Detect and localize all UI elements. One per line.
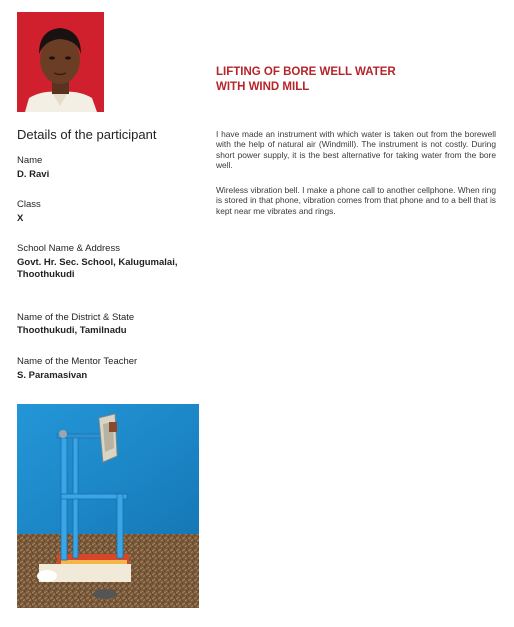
name-label: Name <box>17 155 43 166</box>
details-heading: Details of the participant <box>17 127 157 142</box>
project-title-line1: LIFTING OF BORE WELL WATER <box>216 66 396 78</box>
project-title <box>216 65 476 95</box>
vibration-bell-description: Wireless vibration bell. I make a phone call to another cellphone. When ring is stored in that phone, vibration comes from that phone and to a bell that is kept near me vibrates and rings. <box>216 185 496 216</box>
school-line2: Thoothukudi <box>17 269 75 280</box>
class-label: Class <box>17 199 41 210</box>
district-value: Thoothukudi, Tamilnadu <box>17 325 127 336</box>
project-photo <box>17 404 199 608</box>
class-value: X <box>17 213 24 224</box>
mentor-label: Name of the Mentor Teacher <box>17 356 138 367</box>
school-line1: Govt. Hr. Sec. School, Kalugumalai, <box>17 257 178 268</box>
participant-photo <box>17 12 104 112</box>
project-description: I have made an instrument with which water is taken out from the borewell with the help of natural air (Windmill). The instrument is not costly. During short power supply, it is the best alternative for taking water from the bore well. <box>216 129 496 170</box>
school-label: School Name & Address <box>17 243 120 254</box>
name-value: D. Ravi <box>17 169 50 180</box>
mentor-value: S. Paramasivan <box>17 370 88 381</box>
district-label: Name of the District & State <box>17 312 135 323</box>
project-title-line2: WITH WIND MILL <box>216 81 310 93</box>
